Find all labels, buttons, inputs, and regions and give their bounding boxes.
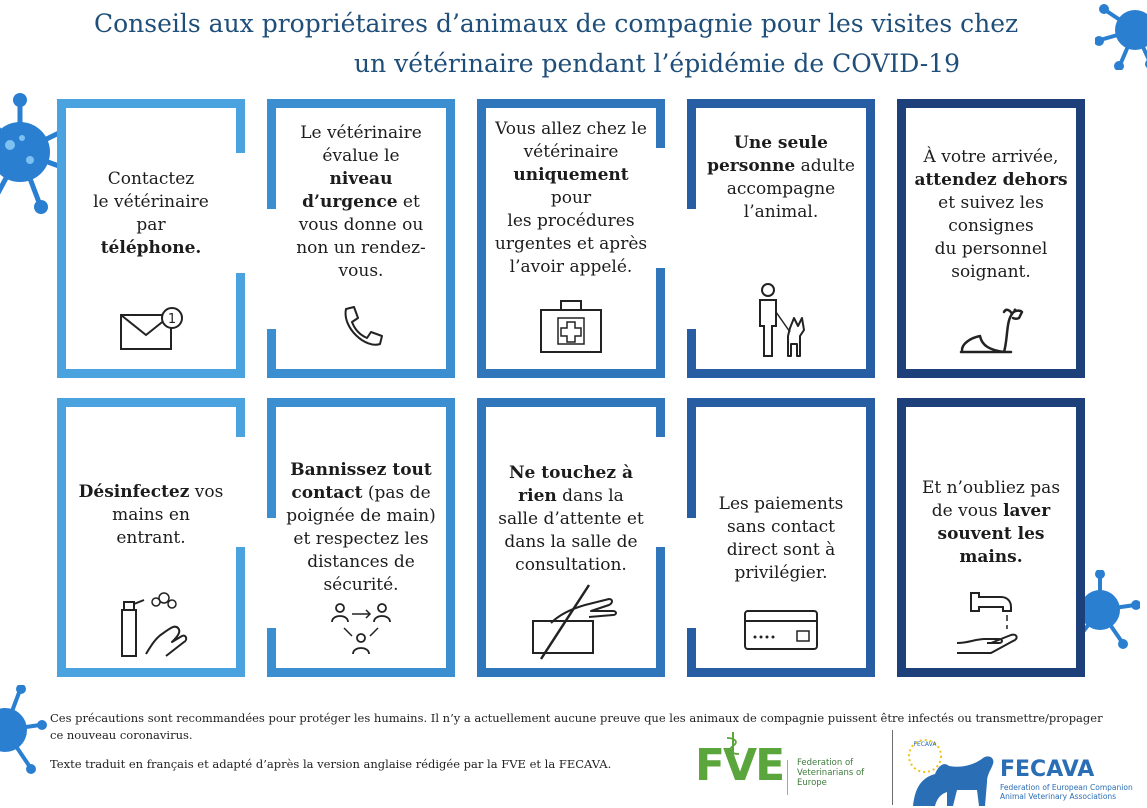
virus-icon <box>0 685 50 775</box>
phone-icon <box>336 303 386 353</box>
tip-text-segment: Ne touchez à <box>509 463 633 483</box>
tip-text-segment: poignée de main) <box>286 506 436 526</box>
tip-text-segment: urgentes et après <box>494 234 648 254</box>
tip-text <box>492 462 650 577</box>
virus-icon <box>1095 0 1147 70</box>
tip-text-segment: évalue le <box>322 146 400 166</box>
tip-card-8 <box>477 398 665 677</box>
tip-text-segment: Contactez <box>107 169 195 189</box>
person-with-dog-icon <box>746 280 816 360</box>
tip-card-4 <box>687 99 875 378</box>
tip-text-segment: direct sont à <box>726 540 836 560</box>
envelope-notification-icon <box>116 305 186 355</box>
tip-text <box>282 459 440 597</box>
spray-disinfect-hands-icon <box>106 582 196 662</box>
tip-text-segment: pour <box>550 188 592 208</box>
tip-text-segment: le vétérinaire <box>93 192 209 212</box>
tip-card-3 <box>477 99 665 378</box>
credit-card-icon <box>741 607 821 653</box>
tip-text-segment: Bannissez tout <box>290 460 432 480</box>
tip-text-segment: dans la <box>556 486 624 506</box>
tip-text-segment: soignant. <box>951 262 1031 282</box>
tip-text <box>702 132 860 224</box>
tip-text-segment: souvent les <box>937 524 1045 544</box>
tip-text <box>492 118 650 279</box>
tip-text <box>702 493 860 585</box>
tip-text-segment: sans contact <box>727 517 835 537</box>
title-line-2: un vétérinaire pendant l’épidémie de COVID-19 <box>354 49 961 78</box>
tip-text-segment: (pas de <box>362 483 431 503</box>
tip-text-segment: Le vétérinaire <box>300 123 422 143</box>
tip-text-segment: personne <box>707 156 796 176</box>
tip-text-segment: niveau <box>329 169 393 189</box>
tip-card-6 <box>57 398 245 677</box>
tip-text-segment: par <box>136 215 166 235</box>
tip-card-7 <box>267 398 455 677</box>
tip-text-segment: attendez dehors <box>914 170 1068 190</box>
fve-wordmark: FVE <box>695 740 784 791</box>
tip-text-segment: vétérinaire <box>523 142 619 162</box>
tip-text-segment: de vous <box>931 501 1004 521</box>
tip-text-segment: d’urgence <box>302 192 398 212</box>
tip-text-segment: non un rendez- <box>296 238 426 258</box>
tip-text-segment: l’animal. <box>743 202 819 222</box>
tip-text-segment: mains en <box>112 505 190 525</box>
tip-text-segment: Désinfectez <box>78 482 190 502</box>
tip-text-segment: À votre arrivée, <box>923 147 1059 167</box>
tip-text-segment: dans la salle de <box>504 532 638 552</box>
hand-wash-tap-icon <box>951 585 1031 655</box>
tip-card-2 <box>267 99 455 378</box>
tip-text-segment: et suivez les <box>938 193 1044 213</box>
tip-text-segment: accompagne <box>726 179 836 199</box>
tip-text-segment: adulte <box>795 156 855 176</box>
notification-badge: 1 <box>167 312 177 327</box>
tip-card-10 <box>897 398 1085 677</box>
tip-text-segment: vous. <box>338 261 384 281</box>
tip-card-5 <box>897 99 1085 378</box>
fecava-emblem-icon <box>905 732 1000 808</box>
footer-note: Ces précautions sont recommandées pour protéger les humains. Il n’y a actuellement aucune preuve que les animaux de compagnie puissent être infectés ou transmettre/propager ce nouveau coronavirus. <box>50 711 1103 742</box>
tip-text-segment: vos <box>189 482 224 502</box>
social-distance-icon <box>326 600 396 660</box>
tip-text <box>912 146 1070 284</box>
tip-text-segment: du personnel <box>934 239 1048 259</box>
tip-text-segment: privilégier. <box>734 563 828 583</box>
tip-text <box>282 122 440 283</box>
sitting-dog-icon <box>956 294 1026 356</box>
tip-text-segment: téléphone. <box>100 238 202 258</box>
tip-text-segment: Vous allez chez le <box>495 119 647 139</box>
fve-subtitle: Federation of Veterinarians of Europe <box>797 758 865 788</box>
logo-divider <box>892 730 893 805</box>
tip-text-segment: vous donne ou <box>298 215 424 235</box>
tip-text-segment: Les paiements <box>718 494 844 514</box>
footer-credit: Texte traduit en français et adapté d’après la version anglaise rédigée par la FVE et la FECAVA. <box>50 757 612 771</box>
tip-text <box>72 168 230 260</box>
fve-logo <box>695 730 885 796</box>
divider <box>787 760 788 795</box>
tip-text-segment: les procédures <box>507 211 635 231</box>
tip-text-segment: Une seule <box>734 133 828 153</box>
fecava-badge-text: FECAVA <box>913 741 937 748</box>
tip-card-9 <box>687 398 875 677</box>
tip-text <box>72 481 230 550</box>
no-touch-icon <box>521 583 621 661</box>
tip-text-segment: consultation. <box>515 555 627 575</box>
tip-text-segment: consignes <box>948 216 1034 236</box>
tip-text <box>912 477 1070 569</box>
fecava-wordmark: FECAVA <box>1000 757 1095 782</box>
tip-card-1 <box>57 99 245 378</box>
tip-text-segment: et respectez les <box>293 529 429 549</box>
tip-text-segment: contact <box>291 483 363 503</box>
tip-text-segment: mains. <box>959 547 1023 567</box>
tip-text-segment: distances de <box>307 552 415 572</box>
tip-text-segment: Et n’oubliez pas <box>921 478 1061 498</box>
title-line-1: Conseils aux propriétaires d’animaux de compagnie pour les visites chez <box>94 9 1019 38</box>
tip-text-segment: l’avoir appelé. <box>509 257 633 277</box>
tip-text-segment: laver <box>1003 501 1051 521</box>
tip-text-segment: et <box>397 192 420 212</box>
tip-text-segment: rien <box>518 486 557 506</box>
tip-text-segment: uniquement <box>513 165 629 185</box>
first-aid-kit-icon <box>536 296 606 356</box>
fecava-subtitle: Federation of European Companion Animal Veterinary Associations <box>1000 783 1133 801</box>
tip-text-segment: entrant. <box>116 528 186 548</box>
tip-text-segment: salle d’attente et <box>498 509 644 529</box>
tip-text-segment: sécurité. <box>323 575 399 595</box>
